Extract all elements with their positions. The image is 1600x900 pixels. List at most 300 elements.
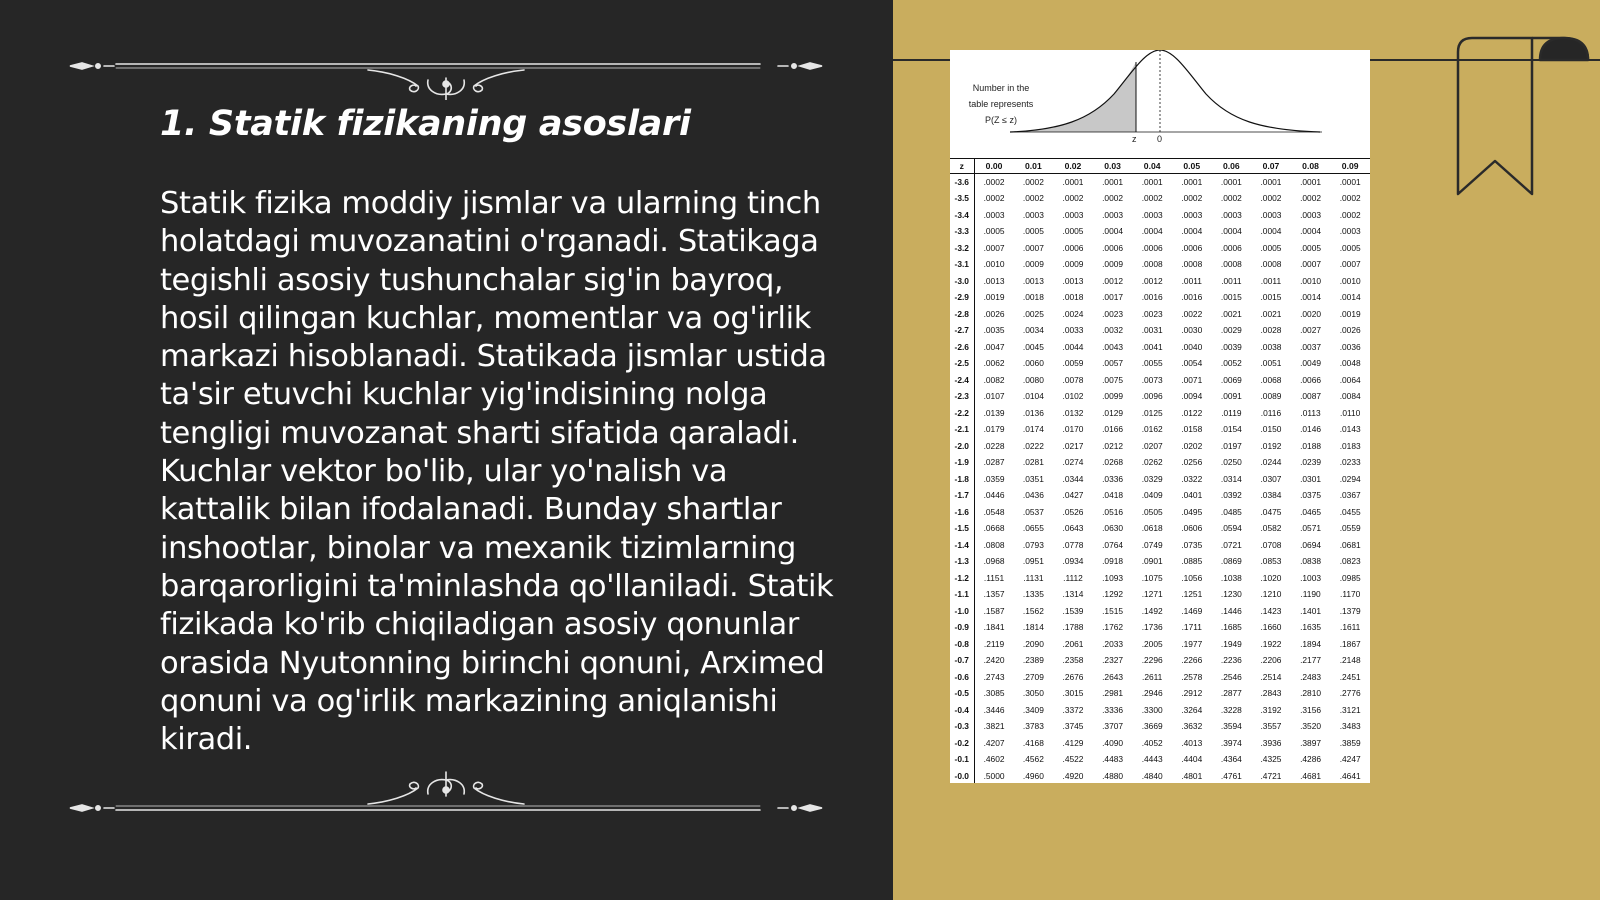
probability-cell: .0274 [1062,457,1084,468]
probability-cell: .3897 [1300,737,1322,748]
probability-cell: .0735 [1181,539,1203,550]
probability-cell: .0465 [1300,506,1322,517]
probability-cell: .1401 [1300,605,1322,616]
probability-cell: .1587 [983,605,1005,616]
z-value-cell: -2.5 [950,355,974,372]
probability-cell: .0017 [1102,292,1124,303]
probability-cell: .0681 [1339,539,1361,550]
probability-cell: .1379 [1339,605,1361,616]
probability-cell: .3859 [1339,737,1361,748]
z-value-cell: -0.2 [950,735,974,752]
probability-cell: .0010 [983,259,1005,270]
probability-cell: .0022 [1181,308,1203,319]
table-row [950,339,1370,356]
probability-cell: .0003 [1339,226,1361,237]
probability-cell: .0023 [1141,308,1163,319]
probability-cell: .0250 [1220,457,1242,468]
probability-cell: .0485 [1220,506,1242,517]
probability-cell: .0011 [1221,275,1242,286]
probability-cell: .0002 [1300,193,1322,204]
probability-cell: .0064 [1339,374,1361,385]
probability-cell: .4641 [1339,770,1361,781]
probability-cell: .0166 [1102,424,1124,435]
probability-cell: .0559 [1339,523,1361,534]
probability-cell: .3409 [1022,704,1044,715]
probability-cell: .3264 [1181,704,1203,715]
probability-cell: .4129 [1062,737,1084,748]
probability-cell: .1949 [1220,638,1242,649]
probability-cell: .1056 [1181,572,1203,583]
probability-cell: .0025 [1022,308,1044,319]
probability-cell: .3557 [1260,721,1282,732]
probability-cell: .3156 [1300,704,1322,715]
probability-cell: .0778 [1062,539,1084,550]
table-row [950,438,1370,455]
probability-cell: .0024 [1062,308,1084,319]
probability-cell: .0010 [1300,275,1322,286]
table-row [950,553,1370,570]
probability-cell: .0853 [1260,556,1282,567]
probability-cell: .1131 [1023,572,1044,583]
ornament-divider-bottom-icon [68,770,824,830]
probability-cell: .0094 [1181,391,1203,402]
probability-cell: .0031 [1141,325,1163,336]
probability-cell: .0110 [1340,407,1361,418]
z-value-cell: -0.1 [950,751,974,768]
probability-cell: .0002 [983,193,1005,204]
probability-cell: .1423 [1260,605,1282,616]
probability-cell: .4443 [1141,754,1163,765]
probability-cell: .3520 [1300,721,1322,732]
z-value-cell: -0.5 [950,685,974,702]
probability-cell: .0233 [1339,457,1361,468]
probability-cell: .0708 [1260,539,1282,550]
probability-cell: .0694 [1300,539,1322,550]
probability-cell: .0003 [1022,209,1044,220]
probability-cell: .2005 [1141,638,1163,649]
probability-cell: .0002 [1141,193,1163,204]
probability-cell: .1469 [1181,605,1203,616]
probability-cell: .2843 [1260,688,1282,699]
probability-cell: .0015 [1260,292,1282,303]
probability-cell: .2296 [1141,655,1163,666]
z-value-cell: -0.0 [950,768,974,784]
probability-cell: .2776 [1339,688,1361,699]
z-value-cell: -3.4 [950,207,974,224]
z-value-cell: -2.0 [950,438,974,455]
probability-cell: .1335 [1022,589,1044,600]
probability-cell: .0392 [1220,490,1242,501]
caption-line: table represents [968,99,1034,109]
z-value-cell: -3.0 [950,273,974,290]
table-row [950,487,1370,504]
probability-cell: .0002 [983,177,1005,187]
z-table-column-header: 0.00 [974,159,1014,174]
probability-cell: .2643 [1102,671,1124,682]
probability-cell: .0122 [1181,407,1203,418]
z-table-column-header: 0.04 [1132,159,1172,174]
probability-cell: .3936 [1260,737,1282,748]
probability-cell: .0049 [1300,358,1322,369]
z-value-cell: -3.3 [950,223,974,240]
probability-cell: .0668 [983,523,1005,534]
table-row [950,685,1370,702]
z-table-column-header: 0.07 [1251,159,1291,174]
probability-cell: .0089 [1260,391,1282,402]
body-line: tengligi muvozanat sharti sifatida qaraladi. [160,415,799,451]
probability-cell: .0985 [1339,572,1361,583]
probability-cell: .1635 [1300,622,1322,633]
curve-zero-label: 0 [1157,134,1163,144]
probability-cell: .1210 [1260,589,1282,600]
probability-cell: .4013 [1181,737,1203,748]
probability-cell: .0028 [1260,325,1282,336]
probability-cell: .0023 [1102,308,1124,319]
probability-cell: .4168 [1022,737,1044,748]
probability-cell: .0004 [1220,226,1242,237]
normal-distribution-curve-icon [1010,50,1320,132]
probability-cell: .0006 [1181,242,1203,253]
probability-cell: .0256 [1181,457,1203,468]
probability-cell: .0012 [1141,275,1163,286]
probability-cell: .0336 [1102,473,1124,484]
body-line: markazi hisoblanadi. Statikada jismlar ustida [160,339,827,375]
body-line: orasida Nyutonning birinchi qonuni, Arximed [160,645,825,681]
probability-cell: .1112 [1063,572,1083,583]
probability-cell: .0032 [1102,325,1124,336]
probability-cell: .2420 [983,655,1005,666]
probability-cell: .0582 [1260,523,1282,534]
probability-cell: .0721 [1220,539,1242,550]
probability-cell: .1314 [1062,589,1084,600]
probability-cell: .0099 [1102,391,1124,402]
probability-cell: .0006 [1062,242,1084,253]
table-row [950,421,1370,438]
slide-body [160,185,850,759]
probability-cell: .2451 [1339,671,1361,682]
probability-cell: .0418 [1102,490,1124,501]
probability-cell: .0029 [1220,325,1242,336]
probability-cell: .2611 [1142,671,1163,682]
probability-cell: .4761 [1220,770,1242,781]
probability-cell: .3446 [983,704,1005,715]
probability-cell: .3085 [983,688,1005,699]
probability-cell: .4404 [1181,754,1203,765]
probability-cell: .0475 [1260,506,1282,517]
probability-cell: .2266 [1181,655,1203,666]
probability-cell: .0002 [1339,193,1361,204]
probability-cell: .0052 [1220,358,1242,369]
z-table-column-header: 0.05 [1172,159,1212,174]
table-row [950,190,1370,207]
probability-cell: .0054 [1181,358,1203,369]
probability-cell: .0104 [1022,391,1044,402]
probability-cell: .0043 [1102,341,1124,352]
z-value-cell: -0.8 [950,636,974,653]
table-row [950,471,1370,488]
table-row [950,768,1370,784]
probability-cell: .3121 [1339,704,1361,715]
z-value-cell: -2.4 [950,372,974,389]
probability-cell: .0571 [1300,523,1322,534]
probability-cell: .1271 [1141,589,1163,600]
probability-cell: .0009 [1022,259,1044,270]
body-line: barqarorligini ta'minlashda qo'llaniladi. Statik [160,568,834,604]
probability-cell: .0026 [1339,325,1361,336]
curve-z-label: z [1132,134,1137,144]
probability-cell: .2514 [1260,671,1282,682]
probability-cell: .0188 [1300,440,1322,451]
probability-cell: .0066 [1300,374,1322,385]
probability-cell: .0057 [1102,358,1124,369]
probability-cell: .0008 [1260,259,1282,270]
z-value-cell: -3.6 [950,174,974,191]
probability-cell: .3050 [1022,688,1044,699]
probability-cell: .0618 [1141,523,1163,534]
probability-cell: .1446 [1220,605,1242,616]
probability-cell: .0021 [1220,308,1242,319]
probability-cell: .3974 [1220,737,1242,748]
probability-cell: .0010 [1339,275,1361,286]
probability-cell: .0375 [1300,490,1322,501]
probability-cell: .0244 [1260,457,1282,468]
probability-cell: .4801 [1181,770,1203,781]
probability-cell: .0009 [1062,259,1084,270]
probability-cell: .0015 [1220,292,1242,303]
probability-cell: .0080 [1022,374,1044,385]
body-line: inshootlar, binolar va mexanik tizimlarning [160,530,796,566]
probability-cell: .0019 [1339,308,1361,319]
probability-cell: .0003 [1141,209,1163,220]
probability-cell: .0885 [1181,556,1203,567]
probability-cell: .2389 [1022,655,1044,666]
probability-cell: .2946 [1141,688,1163,699]
probability-cell: .0003 [1260,209,1282,220]
probability-cell: .0003 [1300,209,1322,220]
probability-cell: .0004 [1260,226,1282,237]
probability-cell: .0001 [1102,177,1124,187]
table-row [950,289,1370,306]
body-line: kiradi. [160,722,253,758]
probability-cell: .0594 [1220,523,1242,534]
table-row [950,702,1370,719]
probability-cell: .0505 [1141,506,1163,517]
ornament-divider-top-icon [68,40,824,100]
probability-cell: .4364 [1220,754,1242,765]
probability-cell: .0037 [1300,341,1322,352]
probability-cell: .0003 [1062,209,1084,220]
probability-cell: .0367 [1339,490,1361,501]
probability-cell: .1814 [1022,622,1044,633]
probability-cell: .0174 [1022,424,1044,435]
probability-cell: .0002 [1022,193,1044,204]
probability-cell: .1685 [1220,622,1242,633]
z-value-cell: -2.7 [950,322,974,339]
probability-cell: .0102 [1062,391,1084,402]
probability-cell: .0606 [1181,523,1203,534]
probability-cell: .0129 [1102,407,1124,418]
table-row [950,322,1370,339]
probability-cell: .0281 [1022,457,1044,468]
probability-cell: .2483 [1300,671,1322,682]
probability-cell: .0071 [1181,374,1203,385]
table-row [950,504,1370,521]
probability-cell: .0026 [983,308,1005,319]
probability-cell: .0036 [1339,341,1361,352]
probability-cell: .1515 [1102,605,1124,616]
z-value-cell: -3.2 [950,240,974,257]
table-row [950,570,1370,587]
body-line: Statik fizika moddiy jismlar va ularning tinch [160,186,821,221]
table-row [950,372,1370,389]
probability-cell: .1562 [1022,605,1044,616]
probability-cell: .2709 [1022,671,1044,682]
probability-cell: .3192 [1260,704,1282,715]
probability-cell: .4052 [1141,737,1163,748]
probability-cell: .0838 [1300,556,1322,567]
probability-cell: .0495 [1181,506,1203,517]
table-row [950,388,1370,405]
z-value-cell: -0.9 [950,619,974,636]
probability-cell: .5000 [983,770,1005,781]
slide-title: 1. Statik fizikaning asoslari [160,104,691,144]
table-row [950,207,1370,224]
probability-cell: .0005 [1022,226,1044,237]
probability-cell: .4681 [1300,770,1322,781]
probability-cell: .0192 [1260,440,1282,451]
probability-cell: .2546 [1220,671,1242,682]
table-row [950,306,1370,323]
probability-cell: .3632 [1181,721,1203,732]
probability-cell: .4325 [1260,754,1282,765]
probability-cell: .2810 [1300,688,1322,699]
z-table [950,158,1370,783]
probability-cell: .0005 [1300,242,1322,253]
probability-cell: .0158 [1181,424,1203,435]
probability-cell: .0262 [1141,457,1163,468]
probability-cell: .1736 [1141,622,1163,633]
z-table-column-header: 0.01 [1014,159,1054,174]
probability-cell: .0968 [983,556,1005,567]
probability-cell: .0021 [1260,308,1282,319]
probability-cell: .1170 [1340,589,1361,600]
probability-cell: .2877 [1220,688,1242,699]
caption-line: Number in the [972,83,1030,93]
probability-cell: .0749 [1141,539,1163,550]
probability-cell: .0307 [1260,473,1282,484]
probability-cell: .3015 [1062,688,1084,699]
probability-cell: .0003 [1220,209,1242,220]
probability-cell: .0007 [1300,259,1322,270]
probability-cell: .0040 [1181,341,1203,352]
probability-cell: .0055 [1141,358,1163,369]
probability-cell: .0002 [1181,193,1203,204]
probability-cell: .0436 [1022,490,1044,501]
z-value-cell: -1.5 [950,520,974,537]
probability-cell: .3821 [983,721,1005,732]
probability-cell: .1492 [1141,605,1163,616]
probability-cell: .0062 [983,358,1005,369]
probability-cell: .0537 [1022,506,1044,517]
probability-cell: .1190 [1300,589,1321,600]
probability-cell: .3669 [1141,721,1163,732]
z-value-cell: -1.4 [950,537,974,554]
body-line: qonuni va og'irlik markazining aniqlanishi [160,683,778,719]
probability-cell: .0012 [1102,275,1124,286]
probability-cell: .0001 [1141,177,1163,187]
probability-cell: .0294 [1339,473,1361,484]
probability-cell: .0039 [1220,341,1242,352]
probability-cell: .1020 [1260,572,1282,583]
probability-cell: .4602 [983,754,1005,765]
probability-cell: .0047 [983,341,1005,352]
body-line: holatdagi muvozanatini o'rganadi. Statikaga [160,224,819,260]
z-value-cell: -2.6 [950,339,974,356]
probability-cell: .0793 [1022,539,1044,550]
probability-cell: .0014 [1300,292,1322,303]
probability-cell: .2743 [983,671,1005,682]
table-row [950,405,1370,422]
probability-cell: .2912 [1181,688,1203,699]
table-row [950,619,1370,636]
probability-cell: .0082 [983,374,1005,385]
probability-cell: .0035 [983,325,1005,336]
probability-cell: .0207 [1141,440,1163,451]
probability-cell: .0136 [1022,407,1044,418]
z-value-cell: -1.2 [950,570,974,587]
z-value-cell: -2.2 [950,405,974,422]
probability-cell: .1977 [1181,638,1203,649]
probability-cell: .0001 [1300,177,1322,187]
probability-cell: .3745 [1062,721,1084,732]
probability-cell: .0002 [1062,193,1084,204]
probability-cell: .0030 [1181,325,1203,336]
probability-cell: .0823 [1339,556,1361,567]
probability-cell: .2327 [1102,655,1124,666]
probability-cell: .0005 [1062,226,1084,237]
z-value-cell: -2.9 [950,289,974,306]
z-table-card [950,50,1370,783]
table-row [950,603,1370,620]
probability-cell: .1251 [1181,589,1203,600]
probability-cell: .2061 [1062,638,1084,649]
probability-cell: .2119 [983,638,1005,649]
probability-cell: .0027 [1300,325,1322,336]
probability-cell: .0007 [983,242,1005,253]
probability-cell: .0048 [1339,358,1361,369]
probability-cell: .1093 [1102,572,1124,583]
probability-cell: .1922 [1260,638,1282,649]
table-row [950,735,1370,752]
probability-cell: .0091 [1220,391,1242,402]
probability-cell: .0132 [1062,407,1084,418]
probability-cell: .0526 [1062,506,1084,517]
probability-cell: .0020 [1300,308,1322,319]
z-value-cell: -1.3 [950,553,974,570]
probability-cell: .0013 [1022,275,1044,286]
probability-cell: .0001 [1260,177,1282,187]
probability-cell: .0041 [1141,341,1163,352]
table-row [950,586,1370,603]
probability-cell: .0002 [1022,177,1044,187]
probability-cell: .0154 [1220,424,1242,435]
probability-cell: .0045 [1022,341,1044,352]
probability-cell: .0005 [983,226,1005,237]
table-row [950,537,1370,554]
probability-cell: .4207 [983,737,1005,748]
probability-cell: .0139 [983,407,1005,418]
probability-cell: .3783 [1022,721,1044,732]
